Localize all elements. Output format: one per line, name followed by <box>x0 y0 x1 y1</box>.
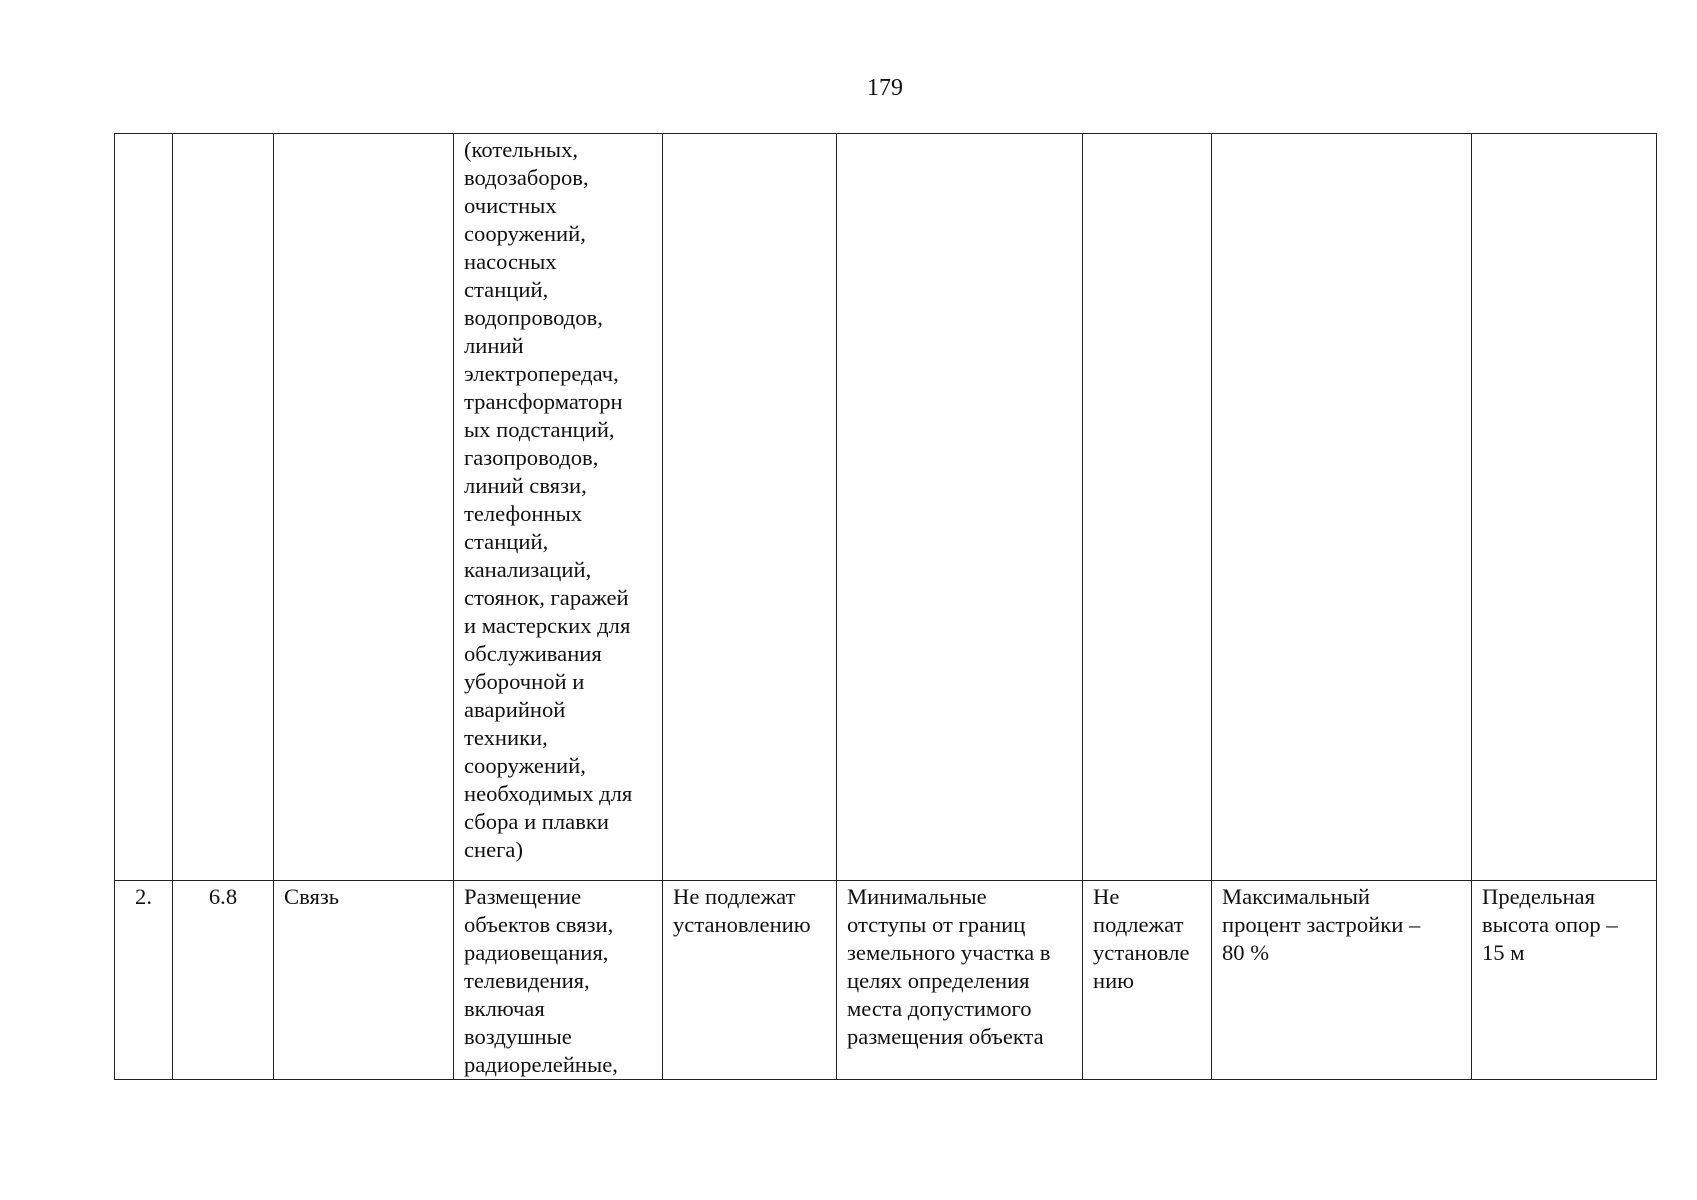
height-cell: Предельная высота опор – 15 м <box>1472 881 1657 1080</box>
name-cell: Связь <box>274 881 454 1080</box>
table-row <box>115 881 1657 1080</box>
row-number-cell <box>115 134 173 881</box>
plot-size-cell <box>663 134 837 881</box>
coverage-cell <box>1212 134 1472 881</box>
name-cell <box>274 134 454 881</box>
land-use-regulations-table <box>114 133 1657 1080</box>
code-cell: 6.8 <box>173 881 274 1080</box>
coverage-cell: Максимальный процент застройки – 80 % <box>1212 881 1472 1080</box>
description-cell: Размещение объектов связи, радиовещания, телевидения, включая воздушные радиорелейные, <box>454 881 663 1080</box>
setback-cell <box>837 134 1083 881</box>
plot-size-cell: Не подлежат установлению <box>663 881 837 1080</box>
floors-cell <box>1083 134 1212 881</box>
row-number-cell: 2. <box>115 881 173 1080</box>
setback-cell: Минимальные отступы от границ земельного участка в целях определения места допустимого размещения объекта <box>837 881 1083 1080</box>
floors-cell: Не подлежат установле нию <box>1083 881 1212 1080</box>
description-cell: (котельных, водозаборов, очистных сооружений, насосных станций, водопроводов, линий электропередач, трансформаторн ых подстанций, газопроводов, линий связи, телефонных станций, канализаций, стоянок, гаражей и мастерских для обслуживания уборочной и аварийной техники, сооружений, необходимых для сбора и плавки снега) <box>454 134 663 881</box>
page-number: 179 <box>867 75 903 101</box>
code-cell <box>173 134 274 881</box>
height-cell <box>1472 134 1657 881</box>
table-row <box>115 134 1657 881</box>
